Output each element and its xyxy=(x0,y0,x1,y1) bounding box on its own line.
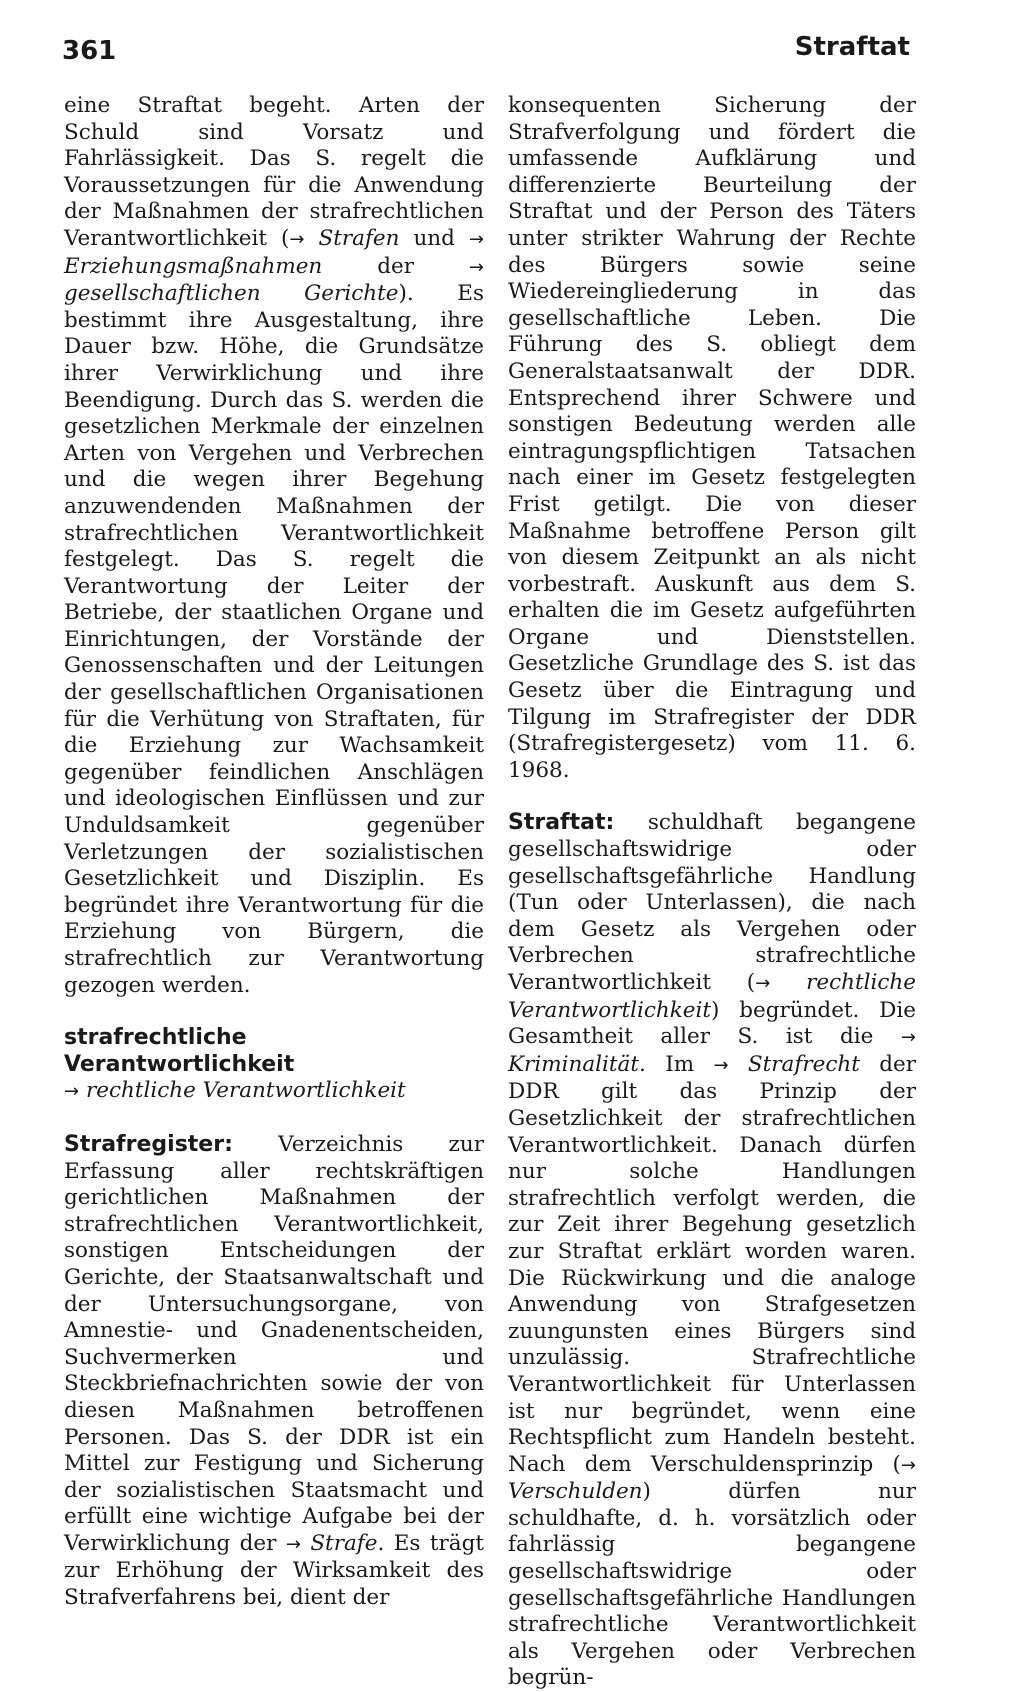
cross-reference-verschulden: Verschulden xyxy=(508,1479,643,1505)
cross-reference-gesellschaftliche-gerichte: gesellschaftlichen Gerichte xyxy=(64,281,399,307)
arrow-icon: → xyxy=(755,973,771,994)
right-column xyxy=(508,93,916,1692)
cross-reference-rechtliche-verantwortlichkeit: rechtliche Verantwortlichkeit xyxy=(508,970,916,1023)
entry-straftat xyxy=(508,810,916,1692)
entry-strafrechtliche-verantwortlichkeit xyxy=(64,1025,484,1106)
left-column xyxy=(64,93,484,1612)
body-text: der DDR gilt das Prinzip der Gesetzlichkeit der strafrechtlichen Verantwortlichkeit. Danach dürfen nur solche Handlungen strafrechtlich verfolgt werden, die zur Zeit ihrer Begehung gesetzlich zur Straftat erklärt worden waren. Die Rückwirkung und die analoge Anwendung von Strafgesetzen zuungunsten eines Bürgers sind unzulässig. Strafrechtliche Verantwortlichkeit für Unterlassen ist nur begründet, wenn eine Rechtspflicht zum Handeln besteht. Nach dem Verschuldensprinzip ( xyxy=(508,1051,916,1477)
arrow-icon: → xyxy=(713,1054,729,1076)
running-head-keyword: Straftat xyxy=(794,32,910,62)
body-text: eine Straftat begeht. Arten der Schuld sind Vorsatz und Fahrlässigkeit. Das S. regelt die Voraussetzungen für die Anwendung der Maßnahmen der strafrechtlichen Verantwortlichkeit ( xyxy=(64,93,484,251)
body-text: ) begründet. Die Gesamtheit aller S. ist die xyxy=(508,997,916,1050)
arrow-icon: → xyxy=(900,1454,916,1476)
body-text: . Im xyxy=(639,1051,714,1077)
arrow-icon: → xyxy=(468,256,484,278)
body-text: und xyxy=(399,225,469,251)
cross-reference-erziehungsmassnahmen: Erziehungsmaßnahmen xyxy=(64,253,323,279)
body-text: . Es trägt zur Erhöhung der Wirksamkeit des Strafverfahrens bei, dient der xyxy=(64,1530,484,1611)
arrow-icon: → xyxy=(64,1081,80,1103)
body-text: schuldhaft begangene gesellschaftswidrige oder gesellschaftsgefährliche Handlung (Tun oder Unterlassen), die nach dem Gesetz als Vergehen oder Verbrechen strafrechtliche Verantwortlichkeit ( xyxy=(508,810,916,995)
cross-reference-strafe: Strafe xyxy=(310,1530,378,1556)
entry-headword: strafrechtliche Verantwortlichkeit xyxy=(64,1025,295,1077)
body-text: konsequenten Sicherung der Strafverfolgung und fördert die umfassende Aufklärung und differenzierte Beurteilung der Straftat und der Person des Täters unter strikter Wahrung der Rechte des Bürgers sowie seine Wiedereingliederung in das gesellschaftliche Leben. Die Führung des S. obliegt dem Generalstaatsanwalt der DDR. Entsprechend ihrer Schwere und sonstigen Bedeutung werden alle eintragungspflichtigen Tatsachen nach einer im Gesetz festgelegten Frist getilgt. Die von dieser Maßnahme betroffene Person gilt von diesem Zeitpunkt an als nicht vorbestraft. Auskunft aus dem S. erhalten die im Gesetz aufgeführten Organe und Dienststellen. Gesetzliche Grundlage des S. ist das Gesetz über die Eintragung und Tilgung im Strafregister der DDR (Strafregistergesetz) vom 11. 6. 1968. xyxy=(508,93,916,783)
arrow-icon: → xyxy=(900,1027,916,1049)
body-text: ) dürfen nur schuldhafte, d. h. vorsätzlich oder fahrlässig begangene gesellschaftswidrige oder gesellschaftsgefährliche Handlungen strafrechtliche Verantwortlichkeit als Vergehen oder Verbrechen begrün- xyxy=(508,1479,916,1691)
entry-continuation xyxy=(508,93,916,784)
page-number: 361 xyxy=(62,36,117,66)
entry-headword: Strafregister: xyxy=(64,1131,233,1157)
body-text: Verzeichnis zur Erfassung aller rechtskräftigen gerichtlichen Maßnahmen der strafrechtlichen Verantwortlichkeit, sonstigen Entscheidungen der Gerichte, der Staatsanwaltschaft und der Untersuchungsorgane, von Amnestie- und Gnadenentscheiden, Suchvermerken und Steckbriefnachrichten sowie der von diesen Maßnahmen betroffenen Personen. Das S. der DDR ist ein Mittel zur Festigung und Sicherung der sozialistischen Staatsmacht und erfüllt eine wichtige Aufgabe bei der Verwirklichung der xyxy=(64,1131,484,1556)
arrow-icon: → xyxy=(285,1533,301,1555)
entry-strafregister xyxy=(64,1132,484,1612)
cross-reference-strafen: Strafen xyxy=(318,225,400,251)
arrow-icon: → xyxy=(468,228,484,250)
cross-reference-strafrecht: Strafrecht xyxy=(747,1051,860,1077)
entry-continuation xyxy=(64,93,484,999)
body-text: der xyxy=(322,253,469,279)
entry-headword: Straftat: xyxy=(508,810,615,836)
cross-reference-kriminalitaet: Kriminalität xyxy=(508,1051,639,1077)
cross-reference-rechtliche-verantwortlichkeit: rechtliche Verantwortlichkeit xyxy=(85,1078,406,1104)
body-text: ). Es bestimmt ihre Ausgestaltung, ihre Dauer bzw. Höhe, die Grundsätze ihrer Verwirklichung und ihre Beendigung. Durch das S. werden die gesetzlichen Merkmale der einzelnen Arten von Vergehen und Verbrechen und die wegen ihrer Begehung anzuwendenden Maßnahmen der strafrechtlichen Verantwortlichkeit festgelegt. Das S. regelt die Verantwortung der Leiter der Betriebe, der staatlichen Organe und Einrichtungen, der Vorstände der Genossenschaften und der Leitungen der gesellschaftlichen Organisationen für die Verhütung von Straftaten, für die Erziehung zur Wachsamkeit gegenüber feindlichen Anschlägen und ideologischen Einflüssen und zur Unduldsamkeit gegenüber Verletzungen der sozialistischen Gesetzlichkeit und Disziplin. Es begründet ihre Verantwortung für die Erziehung von Bürgern, die strafrechtlich zur Verantwortung gezogen werden. xyxy=(64,281,484,998)
arrow-icon: → xyxy=(289,228,305,250)
